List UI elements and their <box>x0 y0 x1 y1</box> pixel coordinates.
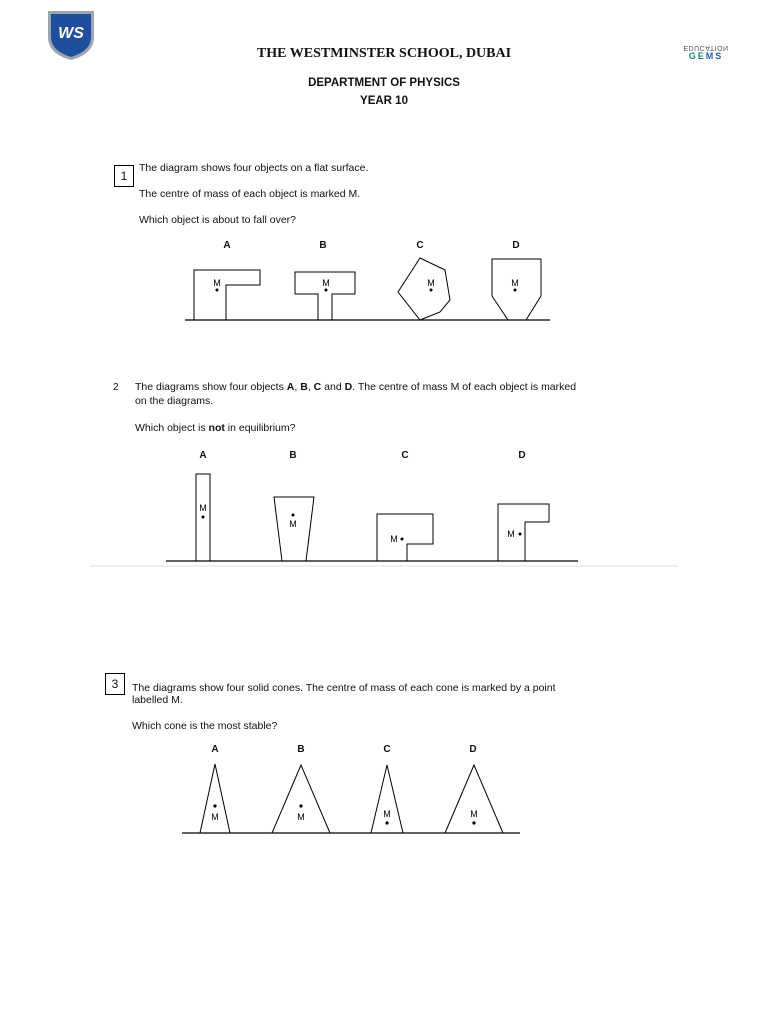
school-name: THE WESTMINSTER SCHOOL, DUBAI <box>256 46 512 61</box>
q2-object-d <box>498 504 549 561</box>
q2-line1-post: . The centre of mass M of each object is marked <box>352 381 577 393</box>
q2-option-d: D <box>518 450 526 461</box>
q3-option-c: C <box>383 744 391 755</box>
q3-mark-a: M <box>211 812 219 822</box>
q2-opt-d: D <box>344 381 353 393</box>
q2-line1 <box>135 381 576 394</box>
q2-opt-b: B <box>300 381 308 393</box>
q1-option-c: C <box>416 240 424 251</box>
partner-logo-text: EDUCATION <box>683 44 729 51</box>
q3-cone-b <box>272 765 330 833</box>
q3-mark-d: M <box>470 809 478 819</box>
q2-q-post: in equilibrium? <box>224 422 296 434</box>
q2-mark-a: M <box>199 503 207 513</box>
q3-option-b: B <box>297 744 305 755</box>
department-title: DEPARTMENT OF PHYSICS <box>308 77 460 89</box>
q2-and: and <box>321 381 345 393</box>
q2-question <box>135 422 295 435</box>
q3-line1: The diagrams show four solid cones. The centre of mass of each cone is marked by a point <box>132 682 556 694</box>
q1-option-b: B <box>319 240 327 251</box>
q2-number: 2 <box>113 382 119 393</box>
q2-q-bold: not <box>208 422 225 434</box>
q2-opt-c: C <box>313 381 322 393</box>
logo-text: WS <box>58 25 84 42</box>
q2-diagram <box>0 465 768 575</box>
q2-sep1: , <box>294 381 301 393</box>
q1-mark-b: M <box>322 278 330 288</box>
q1-mark-d: M <box>511 278 519 288</box>
q2-mark-d: M <box>507 529 515 539</box>
q2-mark-b: M <box>289 519 297 529</box>
q1-object-c <box>398 258 450 320</box>
q3-question: Which cone is the most stable? <box>132 720 278 732</box>
q2-object-b <box>274 497 314 561</box>
q2-option-b: B <box>289 450 297 461</box>
q1-number-box: 1 <box>114 165 134 187</box>
q3-mark-c: M <box>383 809 391 819</box>
q2-opt-a: A <box>286 381 295 393</box>
q2-option-a: A <box>199 450 207 461</box>
q1-option-a: A <box>223 240 231 251</box>
q2-option-c: C <box>401 450 409 461</box>
q1-object-d <box>492 259 541 320</box>
q1-line1: The diagram shows four objects on a flat surface. <box>139 162 369 174</box>
q2-line1-pre: The diagrams show four objects <box>135 381 287 393</box>
q3-line2: labelled M. <box>132 694 183 706</box>
q2-line2: on the diagrams. <box>135 395 214 407</box>
q3-number-box: 3 <box>105 673 125 695</box>
partner-logo-brand: GEMS <box>678 51 734 61</box>
q2-q-pre: Which object is <box>135 422 209 434</box>
q3-diagram <box>0 755 768 840</box>
q1-object-a <box>194 270 260 320</box>
q1-question: Which object is about to fall over? <box>139 214 296 226</box>
q2-sep2: , <box>307 381 314 393</box>
q3-cone-a <box>200 764 230 833</box>
year-title: YEAR 10 <box>360 95 408 107</box>
q1-diagram <box>0 250 768 330</box>
q3-option-d: D <box>469 744 477 755</box>
q1-line2: The centre of mass of each object is marked M. <box>139 188 361 200</box>
q1-option-d: D <box>512 240 520 251</box>
q3-option-a: A <box>211 744 219 755</box>
q1-mark-a: M <box>213 278 221 288</box>
q2-mark-c: M <box>390 534 398 544</box>
q2-object-c <box>377 514 433 561</box>
q1-mark-c: M <box>427 278 435 288</box>
q3-mark-b: M <box>297 812 305 822</box>
